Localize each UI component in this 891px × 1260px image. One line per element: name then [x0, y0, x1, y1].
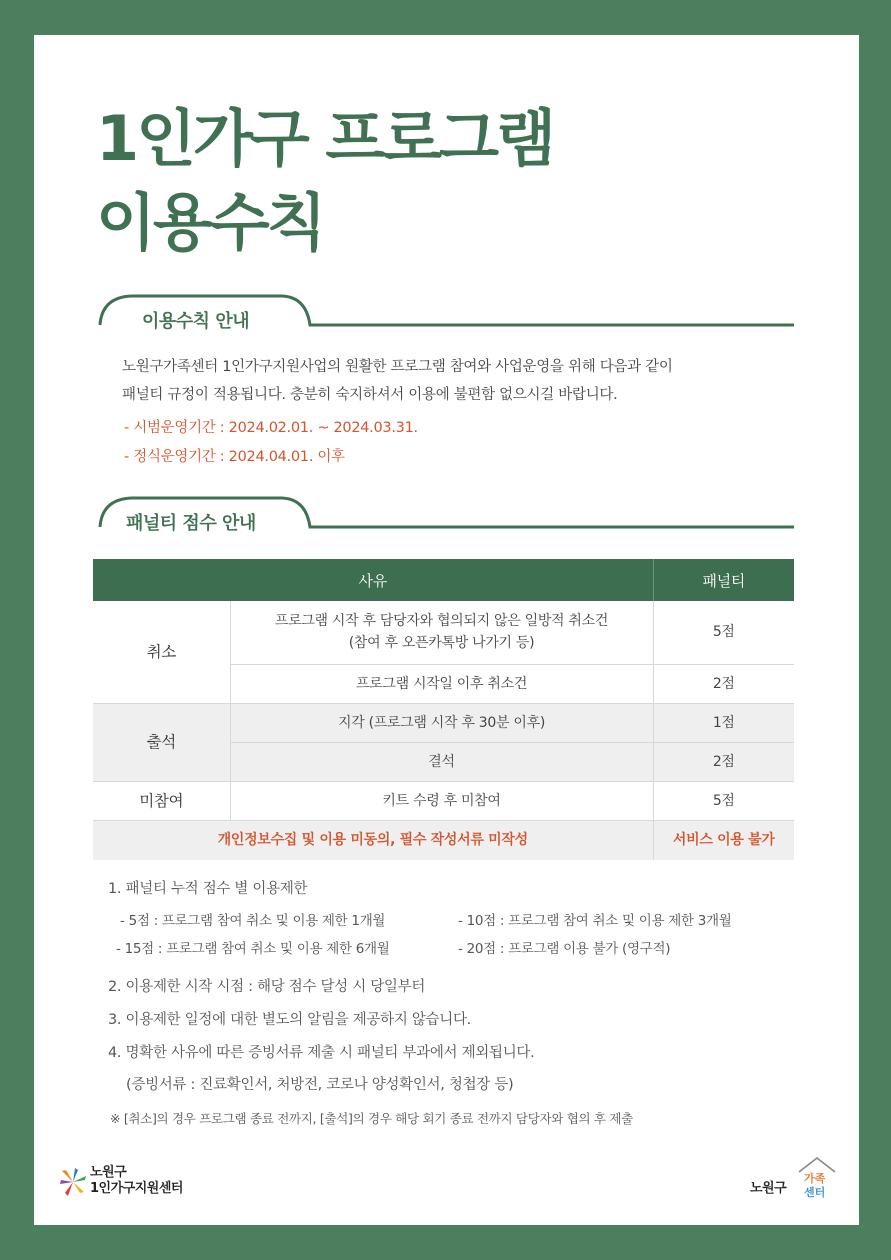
- table-header-row: [93, 559, 794, 601]
- logo-text: 노원구: [750, 1181, 787, 1196]
- trial-period: - 시범운영기간 : 2024.02.01. ~ 2024.03.31.: [124, 420, 418, 436]
- note-1-d: - 20점 : 프로그램 이용 불가 (영구적): [458, 941, 671, 957]
- logo-single-household-center: [58, 1165, 218, 1205]
- reason-line: (참여 후 오픈카톡방 나가기 등): [348, 635, 535, 652]
- reason-line: 프로그램 시작 후 담당자와 협의되지 않은 일방적 취소건: [274, 613, 609, 630]
- title-line-1: 1인가구 프로그램: [96, 102, 553, 175]
- title-line-2: 이용수칙: [96, 186, 324, 259]
- points-cell: 2점: [653, 664, 794, 703]
- category-nonparticipation: 미참여: [93, 781, 230, 820]
- table-row: [93, 601, 794, 664]
- remark: ※ [취소]의 경우 프로그램 종료 전까지, [출석]의 경우 해당 회기 종료 전까지 담당자와 협의 후 제출: [110, 1111, 633, 1126]
- intro-line-2: 패널티 규정이 적용됩니다. 충분히 숙지하셔서 이용에 불편함 없으시길 바랍니다.: [122, 387, 618, 403]
- logo-mark-top: 가족: [804, 1172, 826, 1185]
- points-cell: 2점: [653, 742, 794, 781]
- section-heading-label: 패널티 점수 안내: [126, 513, 256, 534]
- table-row: [93, 703, 794, 742]
- privacy-penalty: 서비스 이용 불가: [653, 820, 794, 860]
- intro-line-1: 노원구가족센터 1인가구지원사업의 원활한 프로그램 참여와 사업운영을 위해 다음과 같이: [122, 359, 673, 375]
- note-2: 2. 이용제한 시작 시점 : 해당 점수 달성 시 당일부터: [108, 979, 426, 995]
- note-1-b: - 10점 : 프로그램 참여 취소 및 이용 제한 3개월: [458, 913, 732, 929]
- section-heading-penalty: [96, 495, 796, 535]
- logo-text-line-1: 노원구: [90, 1165, 127, 1180]
- header-reason: 사유: [93, 559, 653, 601]
- family-house-icon: [796, 1155, 838, 1201]
- poster-sheet: [34, 35, 859, 1225]
- note-1-c: - 15점 : 프로그램 참여 취소 및 이용 제한 6개월: [116, 941, 390, 957]
- page-title: [96, 97, 553, 265]
- pinwheel-logo-icon: [58, 1166, 88, 1200]
- category-attendance: 출석: [93, 703, 230, 781]
- privacy-reason: 개인정보수집 및 이용 미동의, 필수 작성서류 미작성: [93, 820, 653, 860]
- table-row: [93, 781, 794, 820]
- note-1: 1. 패널티 누적 점수 별 이용제한: [108, 881, 308, 897]
- points-cell: 1점: [653, 703, 794, 742]
- penalty-table: [93, 559, 794, 860]
- note-4-sub: (증빙서류 : 진료확인서, 처방전, 코로나 양성확인서, 청첩장 등): [126, 1077, 514, 1093]
- logo-family-center: [750, 1155, 840, 1203]
- points-cell: 5점: [653, 781, 794, 820]
- section-heading-label: 이용수칙 안내: [142, 311, 250, 332]
- header-penalty: 패널티: [653, 559, 794, 601]
- intro-text: [122, 353, 802, 409]
- points-cell: 5점: [653, 601, 794, 664]
- logo-text: [90, 1165, 183, 1197]
- logo-mark-bottom: 센터: [804, 1186, 826, 1199]
- note-3: 3. 이용제한 일정에 대한 별도의 알림을 제공하지 않습니다.: [108, 1012, 471, 1028]
- reason-cell: 키트 수령 후 미참여: [230, 781, 653, 820]
- reason-cell: [230, 601, 653, 664]
- note-1-a: - 5점 : 프로그램 참여 취소 및 이용 제한 1개월: [120, 913, 386, 929]
- table-row: [93, 820, 794, 860]
- section-heading-rules: [96, 293, 796, 333]
- logo-text-line-2: 1인가구지원센터: [90, 1181, 183, 1196]
- official-period: - 정식운영기간 : 2024.04.01. 이후: [124, 449, 345, 465]
- reason-cell: 결석: [230, 742, 653, 781]
- category-cancel: 취소: [93, 601, 230, 703]
- note-4: 4. 명확한 사유에 따른 증빙서류 제출 시 패널티 부과에서 제외됩니다.: [108, 1045, 535, 1061]
- reason-cell: 프로그램 시작일 이후 취소건: [230, 664, 653, 703]
- reason-cell: 지각 (프로그램 시작 후 30분 이후): [230, 703, 653, 742]
